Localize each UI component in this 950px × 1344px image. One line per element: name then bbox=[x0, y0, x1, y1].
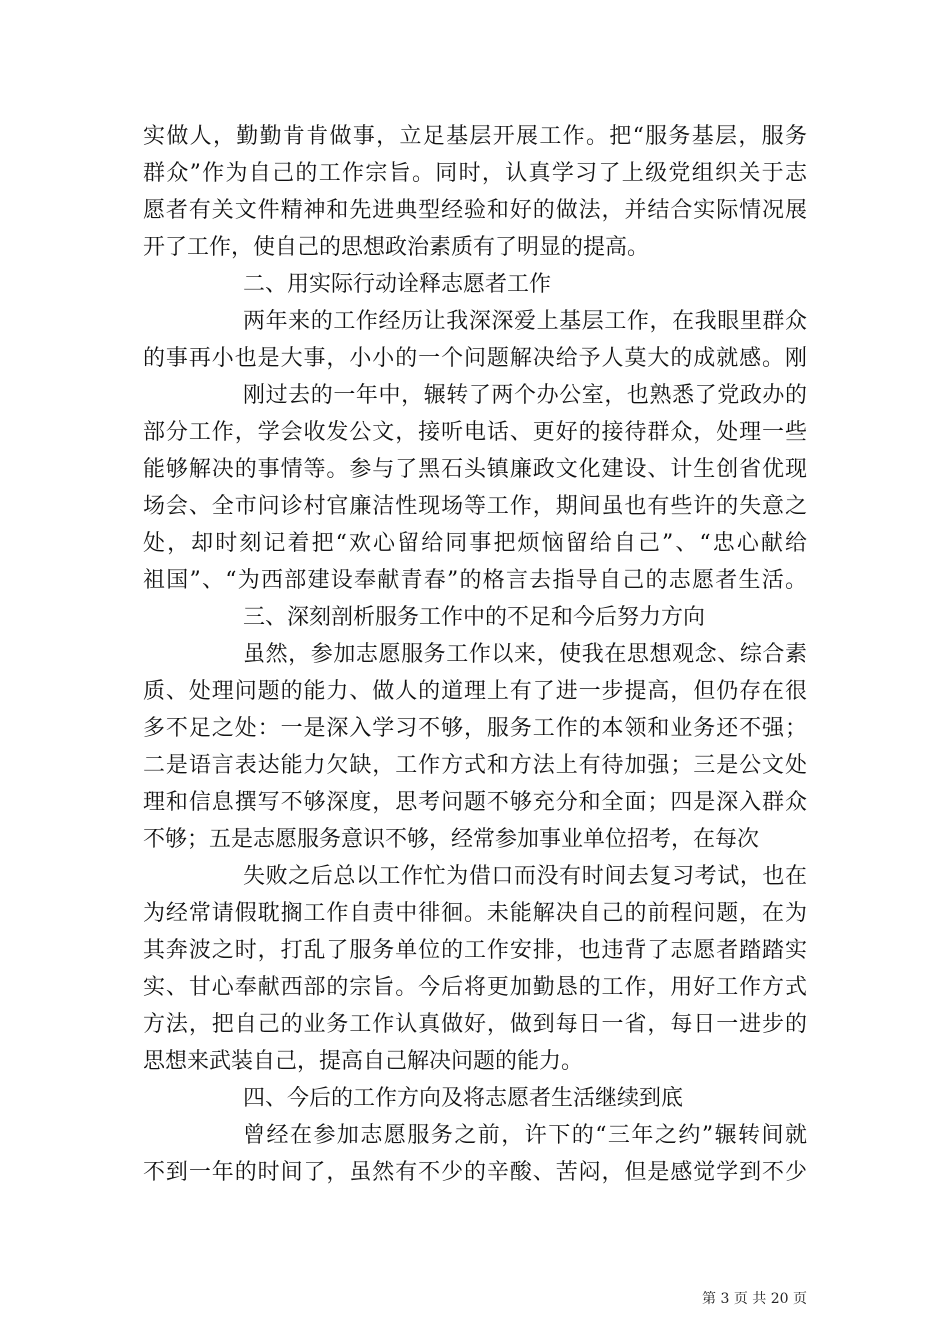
text-line: 不够；五是志愿服务意识不够，经常参加事业单位招考，在每次 bbox=[143, 827, 760, 852]
text-line: 愿者有关文件精神和先进典型经验和好的做法，并结合实际情况展 bbox=[143, 198, 807, 223]
text-line: 失败之后总以工作忙为借口而没有时间去复习考试，也在 bbox=[243, 864, 807, 889]
text-line: 四、今后的工作方向及将志愿者生活继续到底 bbox=[243, 1086, 684, 1111]
text-line: 为经常请假耽搁工作自责中徘徊。未能解决自己的前程问题，在为 bbox=[143, 901, 807, 926]
text-line: 祖国”、“为西部建设奉献青春”的格言去指导自己的志愿者生活。 bbox=[143, 568, 807, 593]
text-line: 二是语言表达能力欠缺，工作方式和方法上有待加强；三是公文处 bbox=[143, 753, 807, 778]
text-line: 其奔波之时，打乱了服务单位的工作安排，也违背了志愿者踏踏实 bbox=[143, 938, 807, 963]
text-line: 开了工作，使自己的思想政治素质有了明显的提高。 bbox=[143, 235, 650, 260]
text-line: 场会、全市问诊村官廉洁性现场等工作，期间虽也有些许的失意之 bbox=[143, 494, 807, 519]
text-line: 理和信息撰写不够深度，思考问题不够充分和全面；四是深入群众 bbox=[143, 790, 807, 815]
text-line: 处，却时刻记着把“欢心留给同事把烦恼留给自己”、“忠心献给 bbox=[143, 531, 807, 556]
text-line: 不到一年的时间了，虽然有不少的辛酸、苦闷，但是感觉学到不少 bbox=[143, 1160, 807, 1185]
text-line: 的事再小也是大事，小小的一个问题解决给予人莫大的成就感。刚 bbox=[143, 346, 807, 371]
text-line: 方法，把自己的业务工作认真做好，做到每日一省，每日一进步的 bbox=[143, 1012, 807, 1037]
text-line: 思想来武装自己，提高自己解决问题的能力。 bbox=[143, 1049, 584, 1074]
text-line: 刚过去的一年中，辗转了两个办公室，也熟悉了党政办的 bbox=[243, 383, 807, 408]
text-line: 两年来的工作经历让我深深爱上基层工作，在我眼里群众 bbox=[243, 309, 807, 334]
text-line: 实做人，勤勤肯肯做事，立足基层开展工作。把“服务基层，服务 bbox=[143, 124, 807, 149]
text-line: 虽然，参加志愿服务工作以来，使我在思想观念、综合素 bbox=[243, 642, 807, 667]
text-line: 能够解决的事情等。参与了黑石头镇廉政文化建设、计生创省优现 bbox=[143, 457, 807, 482]
text-line: 二、用实际行动诠释志愿者工作 bbox=[243, 272, 552, 297]
text-line: 部分工作，学会收发公文，接听电话、更好的接待群众，处理一些 bbox=[143, 420, 807, 445]
text-line: 群众”作为自己的工作宗旨。同时，认真学习了上级党组织关于志 bbox=[143, 161, 807, 186]
text-line: 三、深刻剖析服务工作中的不足和今后努力方向 bbox=[243, 605, 706, 630]
text-line: 实、甘心奉献西部的宗旨。今后将更加勤恳的工作，用好工作方式 bbox=[143, 975, 807, 1000]
text-line: 多不足之处：一是深入学习不够，服务工作的本领和业务还不强； bbox=[143, 716, 807, 741]
text-line: 曾经在参加志愿服务之前，许下的“三年之约”辗转间就 bbox=[243, 1123, 807, 1148]
text-line: 质、处理问题的能力、做人的道理上有了进一步提高，但仍存在很 bbox=[143, 679, 807, 704]
page-number: 第 3 页 共 20 页 bbox=[702, 1291, 807, 1307]
body-text bbox=[143, 118, 807, 1191]
